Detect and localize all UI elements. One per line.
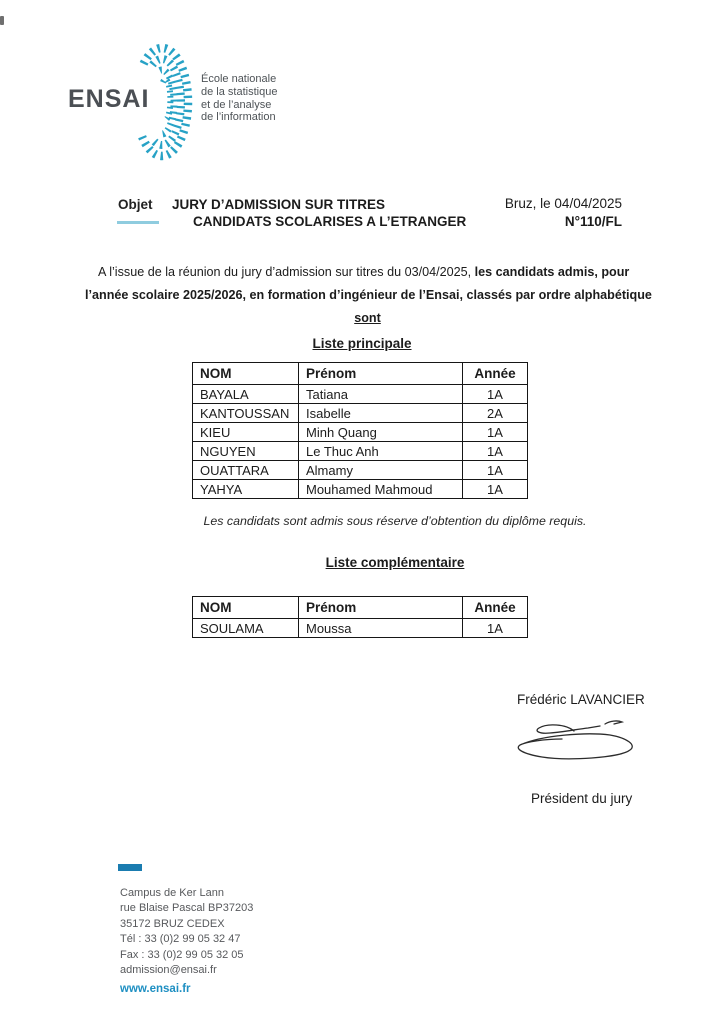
reference-number: N°110/FL <box>564 214 622 229</box>
secondary-candidates-table <box>192 596 528 638</box>
tagline-line: de la statistique <box>201 85 278 98</box>
table-row <box>193 423 528 442</box>
column-header-annee: Année <box>463 363 528 385</box>
table-cell: 2A <box>463 404 528 423</box>
table-cell: 1A <box>463 442 528 461</box>
column-header-prenom: Prénom <box>299 363 463 385</box>
table-row <box>193 385 528 404</box>
table-header-row <box>193 597 528 619</box>
date-reference-block <box>400 195 622 231</box>
table-cell: BAYALA <box>193 385 299 404</box>
table-cell: Tatiana <box>299 385 463 404</box>
address-line: Campus de Ker Lann <box>120 887 224 899</box>
ensai-spiral-logo-icon <box>130 42 198 162</box>
table-cell: 1A <box>463 385 528 404</box>
scan-artifact <box>0 16 4 25</box>
main-candidates-table <box>192 362 528 499</box>
intro-final-word-text: sont <box>354 311 381 325</box>
address-line: 35172 BRUZ CEDEX <box>120 917 225 930</box>
table-cell: Isabelle <box>299 404 463 423</box>
table-row <box>193 442 528 461</box>
secondary-list-title-text: Liste complémentaire <box>325 555 465 570</box>
table-cell: 1A <box>463 619 528 638</box>
website-url: www.ensai.fr <box>120 983 191 995</box>
intro-line1-normal: A l’issue de la réunion du jury d’admission sur titres du 03/04/2025, <box>98 265 475 279</box>
address-line: rue Blaise Pascal BP37203 <box>120 902 254 915</box>
objet-label: Objet <box>118 197 153 212</box>
signatory-name: Frédéric LAVANCIER <box>517 692 645 707</box>
ensai-logo-wordmark: ENSAI <box>68 85 150 113</box>
table-cell: 1A <box>463 423 528 442</box>
handwritten-signature <box>512 716 642 768</box>
tagline-line: et de l’analyse <box>201 98 272 111</box>
table-row <box>193 619 528 638</box>
table-cell: Almamy <box>299 461 463 480</box>
document-title-line1: JURY D’ADMISSION SUR TITRES <box>172 197 386 212</box>
tagline-line: de l’information <box>201 111 276 124</box>
table-cell: 1A <box>463 480 528 499</box>
table-row <box>193 480 528 499</box>
table-cell: SOULAMA <box>193 619 299 638</box>
footer-accent-dash <box>118 864 142 871</box>
table-cell: NGUYEN <box>193 442 299 461</box>
address-line-fax: Fax : 33 (0)2 99 05 32 05 <box>120 948 244 961</box>
column-header-nom: NOM <box>193 597 299 619</box>
intro-paragraph <box>85 261 650 330</box>
ensai-tagline <box>201 73 277 124</box>
address-line-email: admission@ensai.fr <box>120 964 217 977</box>
column-header-annee: Année <box>463 597 528 619</box>
table-row <box>193 461 528 480</box>
place-date: Bruz, le 04/04/2025 <box>504 196 622 211</box>
table-header-row <box>193 363 528 385</box>
intro-final-word <box>85 307 650 330</box>
footer-address <box>120 886 253 978</box>
table-cell: YAHYA <box>193 480 299 499</box>
main-list-title <box>0 336 724 351</box>
main-list-title-text: Liste principale <box>312 336 412 351</box>
intro-line2: l’année scolaire 2025/2026, en formation d’ingénieur de l’Ensai, classés par ordre alphabétique <box>85 288 652 302</box>
tagline-line: École nationale <box>201 73 277 85</box>
diploma-reservation-note: Les candidats sont admis sous réserve d’obtention du diplôme requis. <box>203 514 587 528</box>
column-header-prenom: Prénom <box>299 597 463 619</box>
column-header-nom: NOM <box>193 363 299 385</box>
table-cell: Mouhamed Mahmoud <box>299 480 463 499</box>
table-cell: OUATTARA <box>193 461 299 480</box>
document-title-line2: CANDIDATS SCOLARISES A L’ETRANGER <box>193 214 467 229</box>
table-cell: Le Thuc Anh <box>299 442 463 461</box>
intro-line1 <box>85 261 650 284</box>
table-cell: KIEU <box>193 423 299 442</box>
table-cell: Moussa <box>299 619 463 638</box>
objet-underline <box>117 221 159 224</box>
table-cell: KANTOUSSAN <box>193 404 299 423</box>
table-cell: Minh Quang <box>299 423 463 442</box>
signatory-role: Président du jury <box>531 791 633 806</box>
secondary-list-title <box>66 555 724 570</box>
intro-line1-bold: les candidats admis, pour <box>474 265 630 279</box>
address-line-phone: Tél : 33 (0)2 99 05 32 47 <box>120 933 241 946</box>
table-cell: 1A <box>463 461 528 480</box>
table-row <box>193 404 528 423</box>
